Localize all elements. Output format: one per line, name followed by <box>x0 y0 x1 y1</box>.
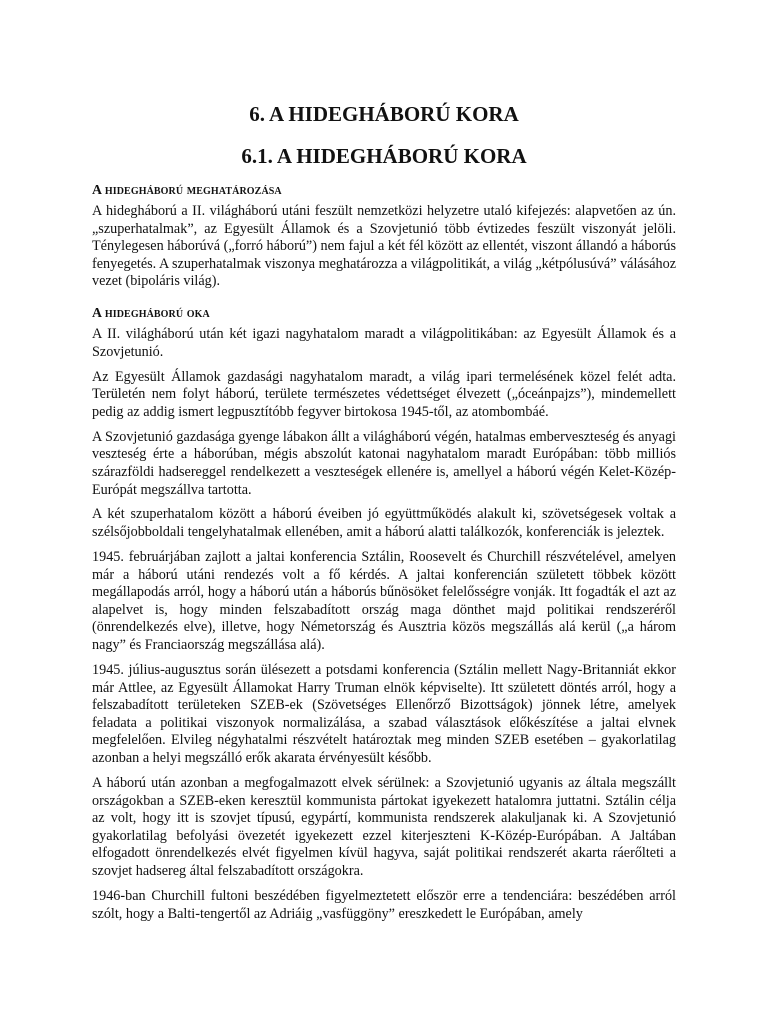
document-page <box>92 100 676 923</box>
paragraph: 1945. július-augusztus során ülésezett a potsdami konferencia (Sztálin mellett Nagy-Britanniát ekkor már Attlee, az Egyesült Államokat Harry Truman elnök képviselte). Itt született döntés arról, hogy a felszabadított területeken SZEB-ek (Szövetséges Ellenőrző Bizottságok) jönnek létre, amelyek feladata a politikai viszonyok normalizálása, a szabad választások előkészítése a jaltai elvnek megfelelően. Elvileg négyhatalmi részvételt határoztak meg minden SZEB esetében – gyakorlatilag azonban a helyi megszálló erők akarata érvényesült később. <box>92 662 676 766</box>
paragraph: A Szovjetunió gazdasága gyenge lábakon állt a világháború végén, hatalmas emberveszteség és anyagi veszteség érte a háborúban, mégis abszolút katonai nagyhatalom maradt Európában: több milliós szárazföldi hadsereggel rendelkezett a veszteségek ellenére is, amellyel a háború végén Kelet-Közép-Európát megszállva tartotta. <box>92 428 676 498</box>
section-title: 6.1. A HIDEGHÁBORÚ KORA <box>241 144 527 168</box>
paragraph: A hidegháború a II. világháború utáni feszült nemzetközi helyzetre utaló kifejezés: alapvetően az ún. „szuperhatalmak”, az Egyesült Államok és a Szovjetunió több évtizedes feszült viszonyát jelöli. Ténylegesen háborúvá („forró háború”) nem fajul a két fél között az ellentét, viszont állandó a háborús fenyegetés. A szuperhatalmak viszonya meghatározza a világpolitikát, a világ „kétpólusúvá” válásához vezet (bipoláris világ). <box>92 203 676 290</box>
paragraph: 1945. februárjában zajlott a jaltai konferencia Sztálin, Roosevelt és Churchill részvételével, amelyen már a háború utáni rendezés volt a fő kérdés. A jaltai konferencián született többek között megállapodás arról, hogy a háború után a háborús bűnösöket felelősségre vonják. Itt fogadták el azt az alapelvet is, hogy minden felszabadított ország maga dönthet majd politikai rendszeréről (önrendelkezés elve), illetve, hogy Németország és Ausztria közös megszállás alá kerül („a három nagy” és Franciaország megszállása alá). <box>92 549 676 654</box>
subsection-heading-cause: A hidegháború oka <box>92 304 210 320</box>
subsection-heading-definition: A hidegháború meghatározása <box>92 182 282 197</box>
paragraph: 1946-ban Churchill fultoni beszédében figyelmeztetett először erre a tendenciára: beszédében arról szólt, hogy a Balti-tengertől az Adriáig „vasfüggöny” ereszkedett le Európában, amely <box>92 887 676 922</box>
paragraph: A II. világháború után két igazi nagyhatalom maradt a világpolitikában: az Egyesült Államok és a Szovjetunió. <box>92 325 676 360</box>
paragraph: A két szuperhatalom között a háború éveiben jó együttműködés alakult ki, szövetségesek voltak a szélsőjobboldali tengelyhatalmak ellenében, amit a háború alatti találkozók, konferenciák is jeleztek. <box>92 506 676 541</box>
chapter-title: 6. A HIDEGHÁBORÚ KORA <box>249 102 519 126</box>
paragraph: Az Egyesült Államok gazdasági nagyhatalom maradt, a világ ipari termelésének közel felét adta. Területén nem folyt háború, területe természetes védettséget élvezett („óceánpajzs”), mindemellett pedig az addig ismert legpusztítóbb fegyver birtokosa 1945-től, az atombombáé. <box>92 368 676 420</box>
paragraph: A háború után azonban a megfogalmazott elvek sérülnek: a Szovjetunió ugyanis az általa megszállt országokban a SZEB-eken keresztül kommunista pártokat igyekezett hatalomra juttatni. Sztálin célja az volt, hogy itt is szovjet típusú, egypártí, kommunista rendszerek alakuljanak ki. A Szovjetunió gyakorlatilag befolyási övezetét igyekezett ezzel kiterjeszteni K-Közép-Európában. A Jaltában elfogadott önrendelkezés elvét figyelmen kívül hagyva, saját politikai rendszerét akarta ráerőlteti a szovjet hadsereg által felszabadított országokra. <box>92 774 676 879</box>
